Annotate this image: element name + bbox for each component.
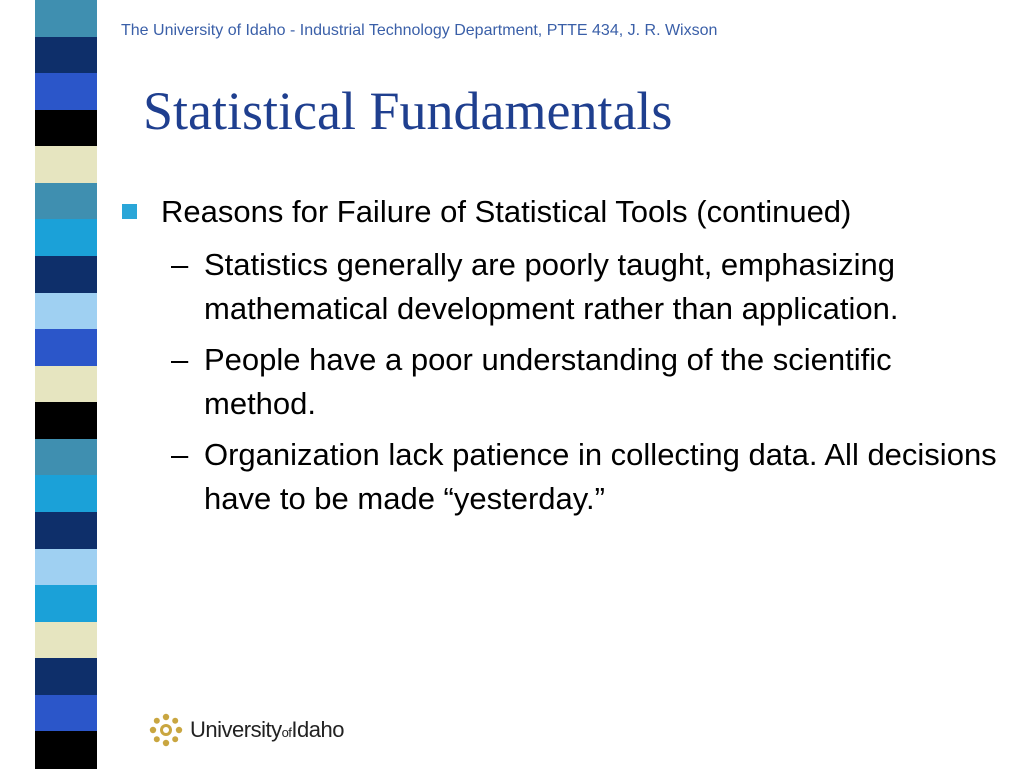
slide-content (120, 190, 1000, 528)
logo-word-of: of (281, 725, 292, 740)
logo-word-university: University (190, 717, 282, 742)
stripe-segment (35, 439, 97, 477)
sub-bullet-text: Organization lack patience in collecting data. All decisions have to be made “yesterday.” (204, 437, 997, 516)
stripe-segment (35, 366, 97, 404)
decorative-stripe (35, 0, 97, 768)
bullet-text: Reasons for Failure of Statistical Tools (continued) (161, 194, 852, 229)
stripe-segment (35, 475, 97, 513)
university-logo (148, 710, 344, 750)
bullet-item (120, 190, 1000, 234)
stripe-segment (35, 512, 97, 550)
dash-marker: – (171, 247, 189, 282)
stripe-segment (35, 622, 97, 660)
stripe-segment (35, 110, 97, 148)
stripe-segment (35, 695, 97, 733)
course-header: The University of Idaho - Industrial Technology Department, PTTE 434, J. R. Wixson (121, 22, 718, 39)
sub-bullet-item (120, 433, 1000, 521)
sub-bullet-text: People have a poor understanding of the scientific method. (204, 342, 892, 421)
stripe-segment (35, 731, 97, 769)
sub-bullet-list (120, 243, 1000, 521)
stripe-segment (35, 146, 97, 184)
sub-bullet-item (120, 338, 1000, 426)
stripe-segment (35, 256, 97, 294)
stripe-segment (35, 658, 97, 696)
stripe-segment (35, 219, 97, 257)
dash-marker: – (171, 437, 189, 472)
sub-bullet-text: Statistics generally are poorly taught, emphasizing mathematical development rather than application. (204, 247, 899, 326)
stripe-segment (35, 585, 97, 623)
stripe-segment (35, 0, 97, 38)
square-bullet-icon (122, 204, 137, 219)
stripe-segment (35, 549, 97, 587)
logo-word-idaho: Idaho (291, 717, 344, 742)
dash-marker: – (171, 342, 189, 377)
stripe-segment (35, 402, 97, 440)
slide-title: Statistical Fundamentals (143, 81, 673, 141)
sub-bullet-item (120, 243, 1000, 331)
logo-wordmark (190, 717, 344, 743)
stripe-segment (35, 183, 97, 221)
stripe-segment (35, 37, 97, 75)
stripe-segment (35, 293, 97, 331)
stripe-segment (35, 329, 97, 367)
stripe-segment (35, 73, 97, 111)
university-seal-icon (148, 712, 184, 748)
